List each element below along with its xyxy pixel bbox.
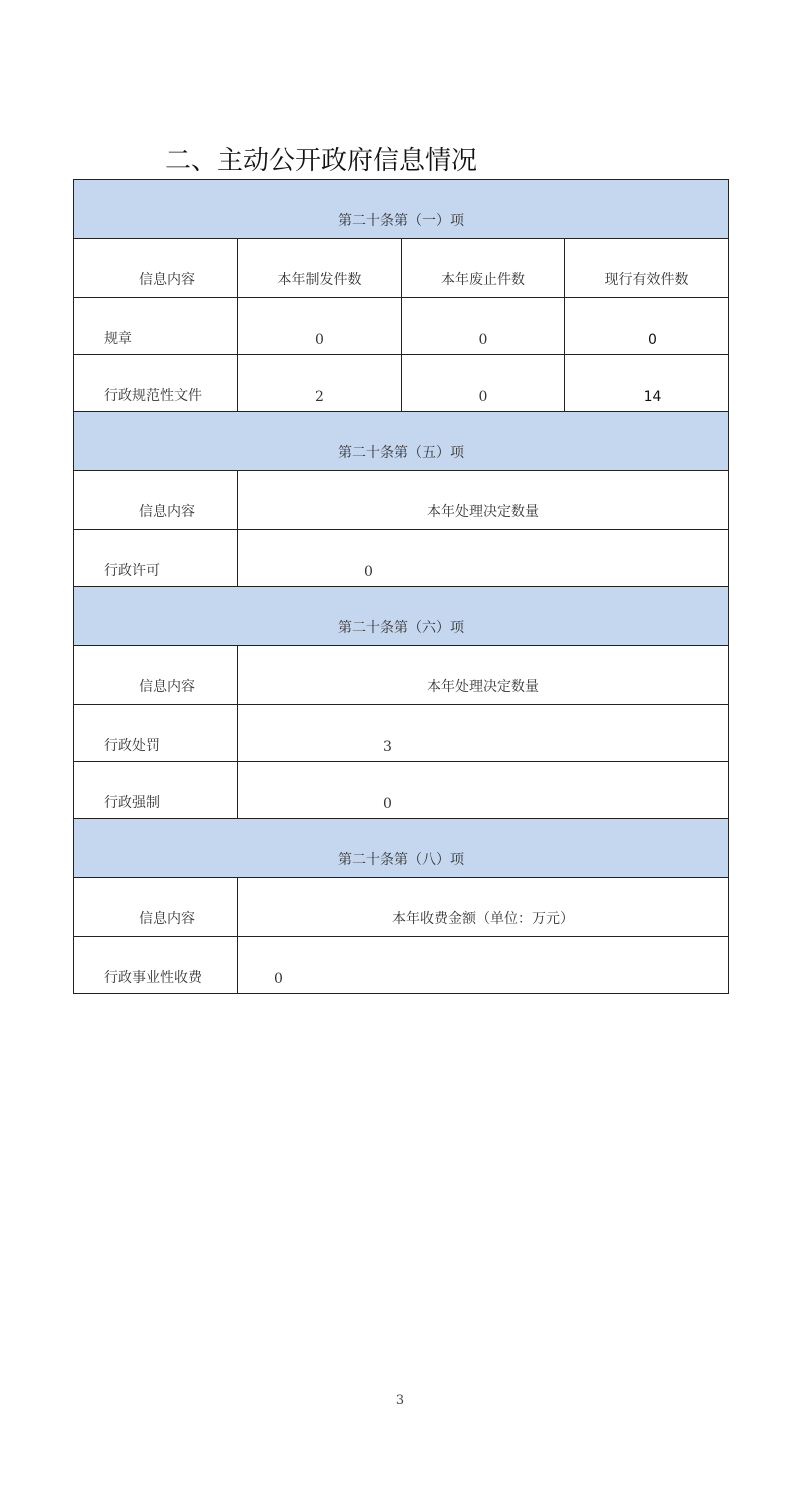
section-header-article20-6: 第二十条第（六）项 — [74, 587, 729, 646]
column-header-decisions: 本年处理决定数量 — [238, 471, 729, 530]
section-header-article20-5: 第二十条第（五）项 — [74, 412, 729, 471]
fee-amount: 0 — [238, 937, 729, 994]
column-header-content: 信息内容 — [74, 646, 238, 705]
column-header-row — [74, 646, 729, 705]
section-header-row — [74, 587, 729, 646]
page-number: 3 — [395, 1393, 405, 1408]
column-header-content: 信息内容 — [74, 878, 238, 937]
column-header-decisions: 本年处理决定数量 — [238, 646, 729, 705]
column-header-row — [74, 239, 729, 298]
column-header-content: 信息内容 — [74, 471, 238, 530]
table-row — [74, 530, 729, 587]
row-label: 行政处罚 — [74, 705, 238, 762]
section-header-row — [74, 412, 729, 471]
column-header-valid: 现行有效件数 — [565, 239, 729, 298]
row-label: 行政强制 — [74, 762, 238, 819]
row-label: 行政规范性文件 — [74, 355, 238, 412]
section-header-row — [74, 819, 729, 878]
column-header-content: 信息内容 — [74, 239, 238, 298]
column-header-row — [74, 471, 729, 530]
row-label: 行政事业性收费 — [74, 937, 238, 994]
table-row — [74, 937, 729, 994]
valid-count: 0 — [565, 298, 729, 355]
column-header-row — [74, 878, 729, 937]
info-disclosure-table — [73, 179, 729, 994]
valid-count: 14 — [565, 355, 729, 412]
section-header-article20-8: 第二十条第（八）项 — [74, 819, 729, 878]
table-row — [74, 355, 729, 412]
row-label: 行政许可 — [74, 530, 238, 587]
table-row — [74, 298, 729, 355]
abolished-count: 0 — [402, 355, 565, 412]
issued-count: 2 — [238, 355, 402, 412]
row-label: 规章 — [74, 298, 238, 355]
column-header-issued: 本年制发件数 — [238, 239, 402, 298]
column-header-abolished: 本年废止件数 — [402, 239, 565, 298]
decision-count: 3 — [238, 705, 729, 762]
section-header-row — [74, 180, 729, 239]
decision-count: 0 — [238, 762, 729, 819]
issued-count: 0 — [238, 298, 402, 355]
page-title: 二、主动公开政府信息情况 — [165, 146, 478, 176]
section-header-article20-1: 第二十条第（一）项 — [74, 180, 729, 239]
table-row — [74, 705, 729, 762]
column-header-fee-amount: 本年收费金额（单位：万元） — [238, 878, 729, 937]
table-row — [74, 762, 729, 819]
decision-count: 0 — [238, 530, 729, 587]
abolished-count: 0 — [402, 298, 565, 355]
